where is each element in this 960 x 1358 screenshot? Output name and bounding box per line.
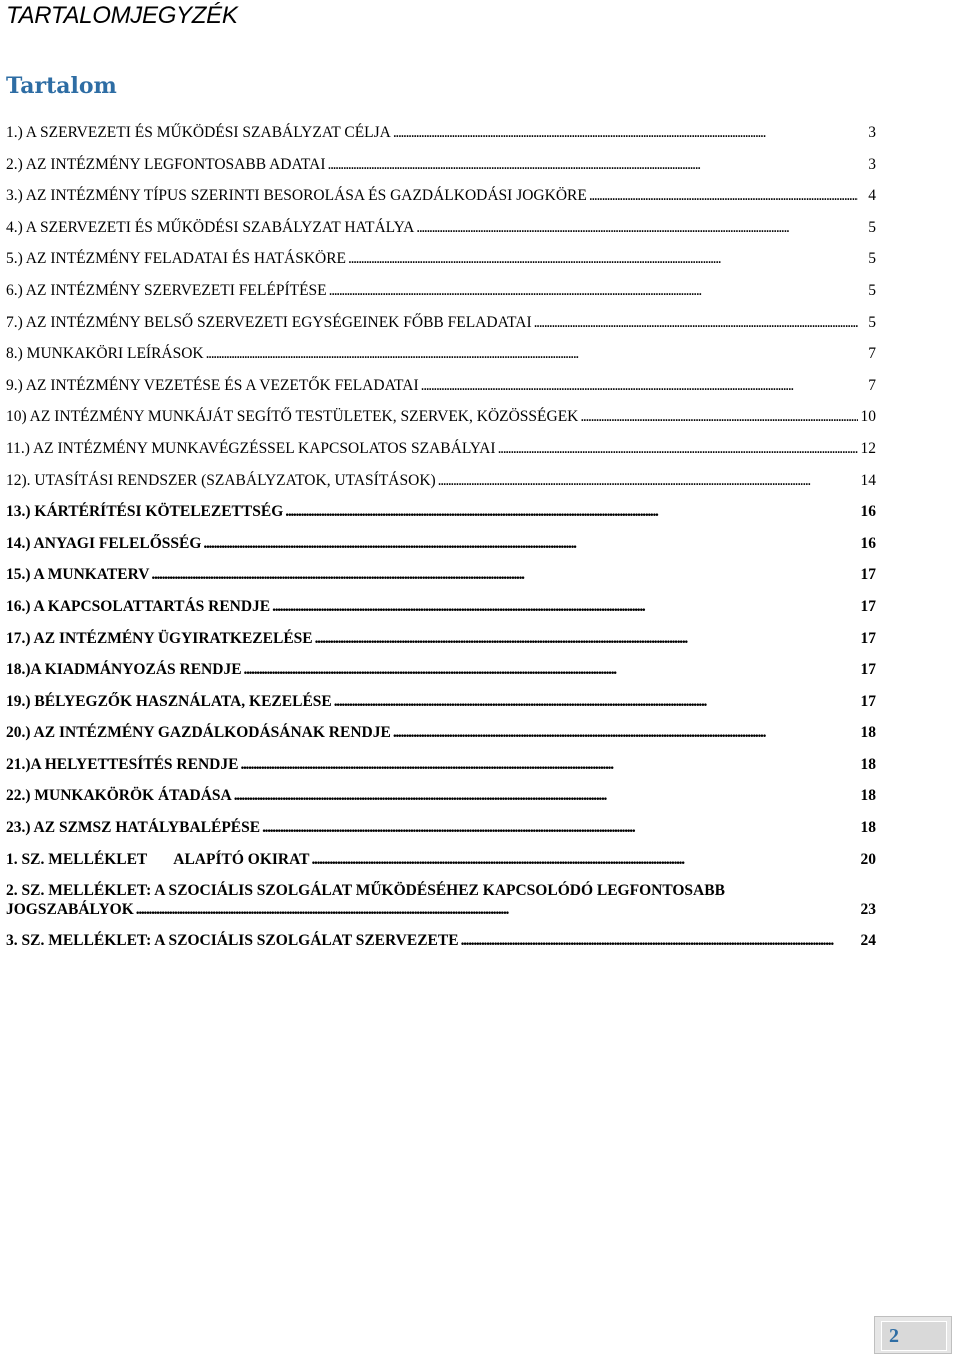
toc-entry-page: 4: [868, 187, 876, 205]
dot-leader: [498, 433, 858, 465]
toc-entry-3[interactable]: [6, 180, 876, 212]
toc-entry-20[interactable]: [6, 717, 876, 749]
toc-entry-4[interactable]: [6, 212, 876, 244]
dot-leader: [416, 212, 858, 244]
toc-entry-page: 5: [868, 218, 876, 236]
toc-entry-label: 12). UTASÍTÁSI RENDSZER (SZABÁLYZATOK, UTASÍTÁSOK): [6, 471, 436, 489]
toc-entry-label: 11.) AZ INTÉZMÉNY MUNKAVÉGZÉSSEL KAPCSOLATOS SZABÁLYAI: [6, 439, 496, 457]
toc-entry-label: 15.) A MUNKATERV: [6, 566, 150, 584]
dot-leader: [348, 243, 858, 275]
annex-1-prefix: 1. SZ. MELLÉKLET: [6, 850, 148, 868]
dot-leader: [285, 496, 858, 528]
toc-entry-page: 18: [860, 724, 876, 742]
toc-entry-label: 20.) AZ INTÉZMÉNY GAZDÁLKODÁSÁNAK RENDJE: [6, 724, 391, 742]
dot-leader: [206, 338, 858, 370]
toc-entry-page: 18: [860, 819, 876, 837]
page-header: TARTALOMJEGYZÉK: [6, 2, 238, 29]
toc-entry-label: 1.) A SZERVEZETI ÉS MŰKÖDÉSI SZABÁLYZAT CÉLJA: [6, 124, 391, 141]
toc-entry-label: 3.) AZ INTÉZMÉNY TÍPUS SZERINTI BESOROLÁSA ÉS GAZDÁLKODÁSI JOGKÖRE: [6, 187, 587, 205]
toc-entry-page: 16: [860, 503, 876, 521]
dot-leader: [589, 180, 858, 212]
toc-entry-page: 17: [860, 566, 876, 584]
dot-leader: [580, 401, 858, 433]
toc-entry-page: 20: [860, 850, 876, 868]
toc-entry-label: 16.) A KAPCSOLATTARTÁS RENDJE: [6, 597, 271, 615]
dot-leader: [534, 307, 858, 339]
dot-leader: [203, 528, 858, 560]
toc-entry-label: 21.)A HELYETTESÍTÉS RENDJE: [6, 755, 239, 773]
toc-entry-5[interactable]: [6, 243, 876, 275]
toc-entry-annex-2[interactable]: [6, 875, 876, 925]
dot-leader: [328, 149, 858, 181]
toc-entry-page: 18: [860, 755, 876, 773]
toc-entry-10[interactable]: [6, 401, 876, 433]
dot-leader: [438, 465, 858, 497]
page-number: 2: [881, 1321, 947, 1351]
dot-leader: [240, 749, 858, 781]
table-of-contents: [6, 117, 876, 957]
toc-entry-page: 5: [868, 250, 876, 268]
toc-entry-7[interactable]: [6, 307, 876, 339]
toc-entry-page: 3: [868, 155, 876, 173]
toc-entry-label: 5.) AZ INTÉZMÉNY FELADATAI ÉS HATÁSKÖRE: [6, 250, 347, 268]
toc-entry-13[interactable]: [6, 496, 876, 528]
toc-entry-page: 17: [860, 597, 876, 615]
toc-entry-15[interactable]: [6, 559, 876, 591]
toc-entry-label: 23.) AZ SZMSZ HATÁLYBALÉPÉSE: [6, 819, 261, 837]
toc-entry-label: 13.) KÁRTÉRÍTÉSI KÖTELEZETTSÉG: [6, 503, 284, 521]
dot-leader: [151, 559, 858, 591]
toc-entry-12[interactable]: [6, 465, 876, 497]
toc-entry-19[interactable]: [6, 686, 876, 718]
toc-entry-page: 16: [860, 534, 876, 552]
toc-entry-label: 22.) MUNKAKÖRÖK ÁTADÁSA: [6, 787, 232, 805]
toc-entry-label: 2.) AZ INTÉZMÉNY LEGFONTOSABB ADATAI: [6, 155, 326, 173]
toc-entry-23[interactable]: [6, 812, 876, 844]
toc-entry-label: 19.) BÉLYEGZŐK HASZNÁLATA, KEZELÉSE: [6, 692, 332, 710]
dot-leader: [234, 780, 858, 812]
annex-2-line2: JOGSZABÁLYOK: [6, 901, 134, 919]
toc-entry-18[interactable]: [6, 654, 876, 686]
toc-entry-2[interactable]: [6, 149, 876, 181]
toc-title: Tartalom: [6, 73, 117, 99]
toc-entry-page: 17: [860, 629, 876, 647]
toc-entry-page: 17: [860, 692, 876, 710]
toc-entry-label: 17.) AZ INTÉZMÉNY ÜGYIRATKEZELÉSE: [6, 629, 313, 647]
dot-leader: [136, 900, 858, 919]
toc-entry-annex-1[interactable]: [6, 844, 876, 876]
dot-leader: [393, 717, 858, 749]
toc-entry-page: 7: [868, 345, 876, 363]
dot-leader: [461, 925, 858, 957]
toc-entry-6[interactable]: [6, 275, 876, 307]
dot-leader: [334, 686, 858, 718]
dot-leader: [311, 844, 858, 876]
toc-entry-page: 18: [860, 787, 876, 805]
toc-entry-8[interactable]: [6, 338, 876, 370]
toc-entry-17[interactable]: [6, 623, 876, 655]
toc-entry-page: 23: [860, 901, 876, 919]
toc-entry-label: 7.) AZ INTÉZMÉNY BELSŐ SZERVEZETI EGYSÉGEINEK FŐBB FELADATAI: [6, 313, 532, 331]
annex-1-title: ALAPÍTÓ OKIRAT: [173, 850, 310, 868]
toc-entry-page: 7: [868, 376, 876, 394]
toc-entry-label: 18.)A KIADMÁNYOZÁS RENDJE: [6, 661, 242, 679]
toc-entry-label: 14.) ANYAGI FELELŐSSÉG: [6, 534, 202, 552]
dot-leader: [262, 812, 858, 844]
toc-entry-label: 9.) AZ INTÉZMÉNY VEZETÉSE ÉS A VEZETŐK FELADATAI: [6, 376, 419, 394]
toc-entry-label: 4.) A SZERVEZETI ÉS MŰKÖDÉSI SZABÁLYZAT HATÁLYA: [6, 218, 415, 236]
toc-entry-21[interactable]: [6, 749, 876, 781]
toc-entry-page: 24: [860, 932, 876, 950]
dot-leader: [315, 623, 858, 655]
toc-entry-22[interactable]: [6, 780, 876, 812]
toc-entry-11[interactable]: [6, 433, 876, 465]
dot-leader: [421, 370, 858, 402]
toc-entry-label: 6.) AZ INTÉZMÉNY SZERVEZETI FELÉPÍTÉSE: [6, 281, 327, 299]
annex-2-line1: 2. SZ. MELLÉKLET: A SZOCIÁLIS SZOLGÁLAT MŰKÖDÉSÉHEZ KAPCSOLÓDÓ LEGFONTOSABB: [6, 882, 725, 900]
toc-entry-page: 10: [860, 408, 876, 426]
toc-entry-16[interactable]: [6, 591, 876, 623]
toc-entry-label: 10) AZ INTÉZMÉNY MUNKÁJÁT SEGÍTŐ TESTÜLETEK, SZERVEK, KÖZÖSSÉGEK: [6, 408, 579, 426]
toc-entry-page: 5: [868, 313, 876, 331]
toc-entry-9[interactable]: [6, 370, 876, 402]
toc-entry-1[interactable]: [6, 117, 876, 149]
toc-entry-page: 3: [868, 124, 876, 141]
toc-entry-label: 8.) MUNKAKÖRI LEÍRÁSOK: [6, 345, 204, 363]
toc-entry-14[interactable]: [6, 528, 876, 560]
dot-leader: [244, 654, 858, 686]
page-number-box: [874, 1316, 952, 1354]
toc-entry-annex-3[interactable]: [6, 925, 876, 957]
toc-entry-label: 3. SZ. MELLÉKLET: A SZOCIÁLIS SZOLGÁLAT SZERVEZETE: [6, 932, 459, 950]
dot-leader: [329, 275, 858, 307]
toc-entry-page: 14: [860, 471, 876, 489]
toc-entry-page: 5: [868, 281, 876, 299]
dot-leader: [393, 117, 858, 149]
dot-leader: [272, 591, 858, 623]
toc-entry-page: 17: [860, 661, 876, 679]
toc-entry-page: 12: [860, 439, 876, 457]
